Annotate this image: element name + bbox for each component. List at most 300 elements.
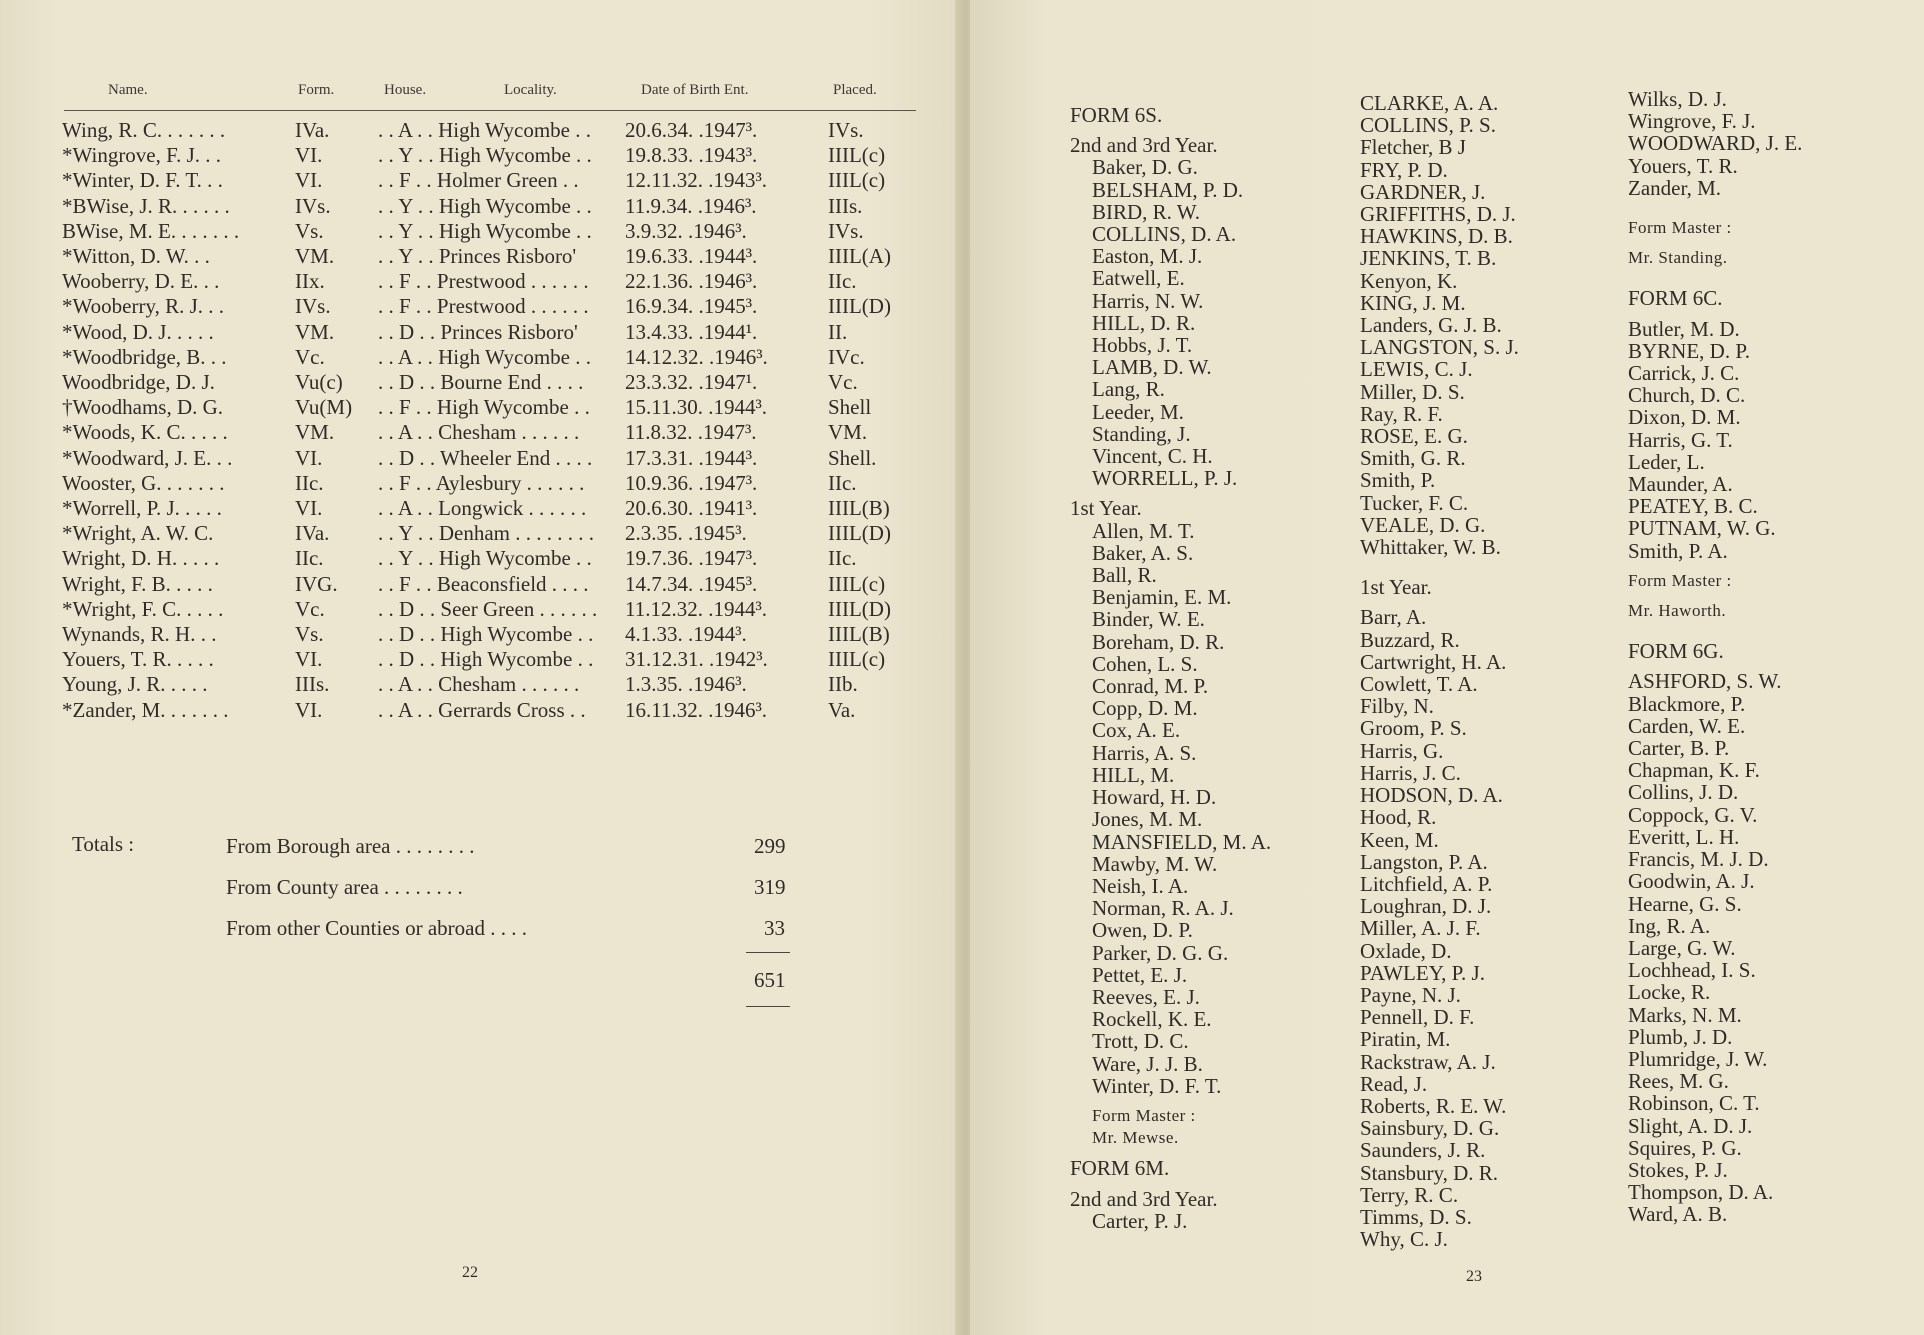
- pupil-dob-entry: 22.1.36. .1946³.: [625, 269, 758, 294]
- totals-county-label: From County area . . . . . . . .: [226, 875, 463, 899]
- pupil-dob-entry: 2.3.35. .1945³.: [625, 521, 747, 546]
- pupil-placed: IIIL(D): [828, 294, 891, 319]
- list-item: Cohen, L. S.: [1092, 651, 1198, 676]
- header-name: Name.: [108, 82, 148, 98]
- pupil-name: BWise, M. E. . . . . . .: [62, 218, 240, 243]
- pupil-dob-entry: 17.3.31. .1944³.: [625, 445, 758, 470]
- pupil-form: VM.: [295, 244, 335, 268]
- table-row: [0, 420, 962, 445]
- pupil-dob-entry: 16.11.32. .1946³.: [625, 697, 768, 722]
- pupil-form: IVG.: [295, 571, 338, 596]
- pupil-name: Woodbridge, D. J.: [62, 370, 215, 394]
- pupil-name: *Wingrove, F. J. . .: [62, 143, 222, 168]
- list-item: Ing, R. A.: [1628, 913, 1711, 938]
- list-item: Lochhead, I. S.: [1628, 958, 1756, 983]
- form-list-column-2: [1360, 92, 1519, 1250]
- totals-other-label: From other Counties or abroad . . . .: [226, 916, 527, 940]
- list-item: Lang, R.: [1092, 377, 1165, 402]
- pupil-placed: IIIL(c): [828, 571, 886, 596]
- list-item: Maunder, A.: [1628, 472, 1733, 497]
- table-row: [0, 269, 962, 294]
- pupil-placed: IIIs.: [828, 193, 863, 218]
- list-item: Hood, R.: [1360, 805, 1437, 830]
- pupil-placed: IIIL(B): [828, 496, 890, 520]
- pupil-name: †Woodhams, D. G.: [62, 395, 224, 420]
- pupil-placed: IIIL(c): [828, 143, 886, 168]
- list-item: Rees, M. G.: [1628, 1069, 1729, 1094]
- pupil-house-locality: . . Y . . High Wycombe . .: [378, 193, 592, 218]
- pupil-form: IIIs.: [295, 672, 330, 697]
- pupil-placed: IIIL(A): [828, 244, 891, 268]
- pupil-name: *Wright, F. C. . . . .: [62, 596, 224, 621]
- list-item: MANSFIELD, M. A.: [1092, 829, 1272, 854]
- list-item: Filby, N.: [1360, 694, 1434, 719]
- list-item: Rockell, K. E.: [1092, 1007, 1212, 1032]
- list-item: PAWLEY, P. J.: [1360, 960, 1485, 985]
- list-item: Cartwright, H. A.: [1360, 649, 1507, 674]
- list-item: Allen, M. T.: [1092, 518, 1195, 543]
- table-row: [0, 395, 962, 420]
- list-item: Leder, L.: [1628, 449, 1705, 474]
- pupil-placed: Shell.: [828, 445, 877, 470]
- pupil-name: *Woodward, J. E. . .: [62, 445, 233, 470]
- pupil-name: Wright, D. H. . . . .: [62, 546, 220, 571]
- list-item: Terry, R. C.: [1360, 1182, 1459, 1207]
- pupil-name: *Witton, D. W. . .: [62, 244, 210, 268]
- list-item: Carter, P. J.: [1092, 1208, 1188, 1233]
- table-row: [0, 496, 962, 521]
- header-rule: [64, 110, 916, 111]
- list-item: Smith, G. R.: [1360, 446, 1466, 471]
- pupil-form: Vs.: [295, 218, 324, 243]
- list-item: Roberts, R. E. W.: [1360, 1093, 1507, 1118]
- section-heading: 2nd and 3rd Year.: [1070, 1186, 1218, 1211]
- pupil-placed: IVs.: [828, 218, 864, 243]
- list-item: LEWIS, C. J.: [1360, 357, 1473, 382]
- list-item: Eatwell, E.: [1092, 266, 1185, 291]
- list-item: Form Master :: [1092, 1105, 1196, 1125]
- pupil-form: IIc.: [295, 546, 324, 571]
- pupil-dob-entry: 10.9.36. .1947³.: [625, 470, 758, 495]
- pupil-name: Wynands, R. H. . .: [62, 622, 217, 646]
- pupil-placed: IIIL(D): [828, 596, 891, 621]
- list-item: Ball, R.: [1092, 563, 1157, 588]
- list-item: WOODWARD, J. E.: [1628, 131, 1803, 156]
- pupil-house-locality: . . F . . Prestwood . . . . . .: [378, 294, 589, 319]
- list-item: Pennell, D. F.: [1360, 1005, 1475, 1030]
- list-item: Howard, H. D.: [1092, 785, 1217, 810]
- pupil-name: *Wooberry, R. J. . .: [62, 294, 225, 319]
- list-item: Conrad, M. P.: [1092, 674, 1209, 699]
- list-item: Cowlett, T. A.: [1360, 672, 1478, 697]
- pupil-form: VI.: [295, 445, 323, 470]
- header-form: Form.: [298, 82, 335, 98]
- list-item: Reeves, E. J.: [1092, 984, 1200, 1009]
- list-item: Read, J.: [1360, 1071, 1428, 1096]
- totals-other-value: 33: [764, 916, 785, 940]
- pupil-placed: IIIL(c): [828, 647, 886, 672]
- table-row: [0, 194, 962, 219]
- list-item: Dixon, D. M.: [1628, 405, 1741, 430]
- table-row: [0, 294, 962, 319]
- list-item: Miller, D. S.: [1360, 379, 1465, 404]
- list-item: Butler, M. D.: [1628, 316, 1740, 341]
- pupil-form: IVa.: [295, 521, 330, 546]
- list-item: Smith, P. A.: [1628, 538, 1728, 563]
- list-item: Plumb, J. D.: [1628, 1024, 1733, 1049]
- pupil-name: *Wright, A. W. C.: [62, 521, 214, 546]
- pupil-dob-entry: 14.12.32. .1946³.: [625, 344, 768, 369]
- list-item: Copp, D. M.: [1092, 696, 1198, 721]
- pupil-placed: Vc.: [828, 370, 858, 394]
- pupil-dob-entry: 11.8.32. .1947³.: [625, 420, 757, 445]
- pupil-placed: IIc.: [828, 546, 857, 571]
- section-heading: FORM 6S.: [1070, 103, 1163, 127]
- pupil-house-locality: . . A . . Chesham . . . . . .: [378, 672, 580, 697]
- list-item: Hobbs, J. T.: [1092, 333, 1193, 358]
- pupil-house-locality: . . Y . . Princes Risboro': [378, 244, 577, 268]
- table-row: [0, 219, 962, 244]
- section-heading: FORM 6M.: [1070, 1156, 1170, 1181]
- list-item: Everitt, L. H.: [1628, 824, 1740, 849]
- pupil-placed: VM.: [828, 420, 868, 445]
- table-row: [0, 572, 962, 597]
- section-heading: 1st Year.: [1360, 575, 1432, 600]
- list-item: COLLINS, P. S.: [1360, 113, 1496, 138]
- list-item: Plumridge, J. W.: [1628, 1046, 1768, 1071]
- pupil-name: Wright, F. B. . . . .: [62, 571, 213, 596]
- pupil-house-locality: . . Y . . Denham . . . . . . . .: [378, 521, 594, 546]
- list-item: Sainsbury, D. G.: [1360, 1116, 1500, 1141]
- list-item: Large, G. W.: [1628, 935, 1736, 960]
- pupil-dob-entry: 4.1.33. .1944³.: [625, 622, 747, 646]
- list-item: Easton, M. J.: [1092, 244, 1203, 269]
- pupil-house-locality: . . F . . Beaconsfield . . . .: [378, 571, 589, 596]
- pupil-form: Vu(M): [295, 395, 353, 420]
- list-item: LAMB, D. W.: [1092, 355, 1212, 380]
- list-item: KING, J. M.: [1360, 290, 1466, 315]
- section-heading: 2nd and 3rd Year.: [1070, 133, 1218, 158]
- list-item: LANGSTON, S. J.: [1360, 335, 1519, 360]
- table-row: [0, 370, 962, 395]
- pupil-name: Wooster, G. . . . . . .: [62, 470, 225, 495]
- pupil-dob-entry: 3.9.32. .1946³.: [625, 218, 747, 243]
- list-item: Vincent, C. H.: [1092, 444, 1213, 469]
- list-item: Baker, A. S.: [1092, 540, 1194, 565]
- section-heading: FORM 6C.: [1628, 286, 1723, 311]
- list-item: Collins, J. D.: [1628, 780, 1739, 805]
- list-item: Loughran, D. J.: [1360, 894, 1492, 919]
- list-item: BYRNE, D. P.: [1628, 338, 1750, 363]
- list-item: WORRELL, P. J.: [1092, 466, 1238, 491]
- list-item: Harris, J. C.: [1360, 760, 1461, 785]
- list-item: Cox, A. E.: [1092, 718, 1181, 743]
- pupil-house-locality: . . Y . . High Wycombe . .: [378, 143, 592, 168]
- pupil-form: VI.: [295, 143, 323, 168]
- list-item: FRY, P. D.: [1360, 157, 1448, 182]
- table-row: [0, 698, 962, 723]
- list-item: Payne, N. J.: [1360, 982, 1461, 1007]
- sum-double-rule: [746, 1006, 790, 1007]
- pupil-dob-entry: 11.9.34. .1946³.: [625, 193, 757, 218]
- list-item: Marks, N. M.: [1628, 1002, 1742, 1027]
- list-item: Smith, P.: [1360, 468, 1436, 493]
- pupil-form: VM.: [295, 420, 335, 445]
- list-item: Baker, D. G.: [1092, 155, 1198, 180]
- list-item: Slight, A. D. J.: [1628, 1113, 1753, 1138]
- table-row: [0, 168, 962, 193]
- list-item: Mawby, M. W.: [1092, 851, 1218, 876]
- list-item: Pettet, E. J.: [1092, 962, 1188, 987]
- pupil-name: Wing, R. C. . . . . . .: [62, 118, 226, 142]
- list-item: Zander, M.: [1628, 175, 1722, 200]
- list-item: Locke, R.: [1628, 980, 1711, 1005]
- totals-county-value: 319: [754, 875, 786, 899]
- list-item: PEATEY, B. C.: [1628, 494, 1758, 519]
- list-item: Groom, P. S.: [1360, 716, 1467, 741]
- pupil-form: IVa.: [295, 118, 330, 142]
- list-item: BELSHAM, P. D.: [1092, 177, 1244, 202]
- pupil-name: *Woodbridge, B. . .: [62, 344, 227, 369]
- list-item: Boreham, D. R.: [1092, 629, 1225, 654]
- list-item: Owen, D. P.: [1092, 918, 1193, 943]
- list-item: Tucker, F. C.: [1360, 490, 1469, 515]
- list-item: ASHFORD, S. W.: [1628, 669, 1782, 694]
- table-row: [0, 143, 962, 168]
- list-item: JENKINS, T. B.: [1360, 246, 1497, 271]
- list-item: Form Master :: [1628, 570, 1732, 590]
- pupil-placed: Va.: [828, 697, 856, 722]
- list-item: Barr, A.: [1360, 605, 1427, 630]
- list-item: HODSON, D. A.: [1360, 783, 1503, 808]
- table-row: [0, 345, 962, 370]
- pupil-house-locality: . . F . . Aylesbury . . . . . .: [378, 470, 585, 495]
- pupil-house-locality: . . D . . Seer Green . . . . . .: [378, 596, 598, 621]
- list-item: Wilks, D. J.: [1628, 87, 1727, 111]
- pupil-dob-entry: 23.3.32. .1947¹.: [625, 370, 758, 394]
- list-item: Parker, D. G. G.: [1092, 940, 1229, 965]
- pupil-placed: IVc.: [828, 344, 865, 369]
- pupil-house-locality: . . F . . Holmer Green . .: [378, 168, 579, 193]
- list-item: Ray, R. F.: [1360, 401, 1443, 426]
- pupil-form: IVs.: [295, 294, 331, 319]
- pupil-house-locality: . . F . . High Wycombe . .: [378, 395, 590, 420]
- list-item: Hearne, G. S.: [1628, 891, 1742, 916]
- pupil-form: Vs.: [295, 622, 324, 646]
- pupil-house-locality: . . D . . High Wycombe . .: [378, 647, 594, 672]
- pupil-placed: II.: [828, 319, 848, 344]
- pupil-house-locality: . . A . . High Wycombe . .: [378, 344, 592, 369]
- pupil-dob-entry: 31.12.31. .1942³.: [625, 647, 768, 672]
- pupil-name: *Wood, D. J. . . . .: [62, 319, 214, 344]
- totals-borough-value: 299: [754, 834, 786, 858]
- list-item: Thompson, D. A.: [1628, 1180, 1774, 1205]
- section-heading: FORM 6G.: [1628, 639, 1724, 664]
- list-item: CLARKE, A. A.: [1360, 91, 1499, 115]
- pupil-placed: IIIL(D): [828, 521, 891, 546]
- list-item: Mr. Standing.: [1628, 248, 1728, 268]
- list-item: Langston, P. A.: [1360, 849, 1488, 874]
- list-item: HILL, D. R.: [1092, 310, 1196, 335]
- table-row: [0, 244, 962, 269]
- list-item: Benjamin, E. M.: [1092, 585, 1232, 610]
- header-placed: Placed.: [833, 82, 877, 98]
- pupil-house-locality: . . A . . Chesham . . . . . .: [378, 420, 580, 445]
- pupil-form: IVs.: [295, 193, 331, 218]
- table-row: [0, 672, 962, 697]
- pupil-dob-entry: 1.3.35. .1946³.: [625, 672, 747, 697]
- pupil-form: VI.: [295, 168, 323, 193]
- list-item: Goodwin, A. J.: [1628, 869, 1755, 894]
- pupil-name: Young, J. R. . . . .: [62, 672, 208, 697]
- list-item: Winter, D. F. T.: [1092, 1073, 1222, 1098]
- totals-label: Totals :: [72, 832, 135, 856]
- list-item: Harris, G.: [1360, 738, 1444, 763]
- totals-borough-label: From Borough area . . . . . . . .: [226, 834, 475, 858]
- list-item: ROSE, E. G.: [1360, 424, 1468, 449]
- pupil-name: *Winter, D. F. T. . .: [62, 168, 223, 193]
- table-row: [0, 647, 962, 672]
- pupil-house-locality: . . A . . Longwick . . . . . .: [378, 496, 587, 520]
- pupil-dob-entry: 19.7.36. .1947³.: [625, 546, 758, 571]
- list-item: Robinson, C. T.: [1628, 1091, 1760, 1116]
- list-item: HILL, M.: [1092, 762, 1175, 787]
- pupil-house-locality: . . D . . Wheeler End . . . .: [378, 445, 593, 470]
- list-item: Stansbury, D. R.: [1360, 1160, 1499, 1185]
- list-item: Miller, A. J. F.: [1360, 916, 1481, 941]
- list-item: GRIFFITHS, D. J.: [1360, 202, 1516, 227]
- list-item: Binder, W. E.: [1092, 607, 1205, 632]
- list-item: Fletcher, B J: [1360, 135, 1466, 160]
- pupil-name: Youers, T. R. . . . .: [62, 647, 214, 672]
- list-item: VEALE, D. G.: [1360, 512, 1486, 537]
- pupil-form: IIc.: [295, 470, 324, 495]
- list-item: Norman, R. A. J.: [1092, 896, 1234, 921]
- pupil-dob-entry: 20.6.34. .1947³.: [625, 118, 758, 142]
- list-item: Carrick, J. C.: [1628, 361, 1740, 386]
- header-dob-ent: Date of Birth Ent.: [641, 82, 749, 98]
- list-item: Landers, G. J. B.: [1360, 313, 1502, 338]
- table-row: [0, 320, 962, 345]
- pupil-dob-entry: 19.6.33. .1944³.: [625, 244, 758, 268]
- sum-rule: [746, 952, 790, 953]
- right-page: [970, 0, 1924, 1335]
- list-item: GARDNER, J.: [1360, 179, 1486, 204]
- pupil-dob-entry: 15.11.30. .1944³.: [625, 395, 768, 420]
- list-item: Keen, M.: [1360, 827, 1439, 852]
- section-heading: 1st Year.: [1070, 496, 1142, 521]
- pupil-form: IIx.: [295, 269, 325, 294]
- list-item: Harris, G. T.: [1628, 427, 1733, 452]
- pupil-form: Vu(c): [295, 370, 343, 394]
- pupil-name: *BWise, J. R. . . . . .: [62, 193, 230, 218]
- list-item: Chapman, K. F.: [1628, 758, 1760, 783]
- pupil-dob-entry: 13.4.33. .1944¹.: [625, 319, 758, 344]
- form-list-column-1: [1070, 96, 1271, 1232]
- pupil-house-locality: . . D . . Bourne End . . . .: [378, 370, 584, 394]
- list-item: Carden, W. E.: [1628, 713, 1746, 738]
- table-row: [0, 546, 962, 571]
- pupil-house-locality: . . Y . . High Wycombe . .: [378, 546, 592, 571]
- list-item: Harris, N. W.: [1092, 288, 1204, 313]
- pupil-placed: IIc.: [828, 470, 857, 495]
- pupil-form: VM.: [295, 319, 335, 344]
- pupil-placed: IVs.: [828, 118, 864, 142]
- pupil-name: *Worrell, P. J. . . . .: [62, 496, 222, 520]
- pupil-name: Wooberry, D. E. . .: [62, 269, 220, 294]
- list-item: PUTNAM, W. G.: [1628, 516, 1776, 541]
- pupil-house-locality: . . A . . High Wycombe . .: [378, 118, 592, 142]
- list-item: Stokes, P. J.: [1628, 1157, 1728, 1182]
- table-row: [0, 597, 962, 622]
- list-item: Trott, D. C.: [1092, 1029, 1189, 1054]
- list-item: Blackmore, P.: [1628, 691, 1746, 716]
- list-item: Standing, J.: [1092, 421, 1191, 446]
- pupil-dob-entry: 19.8.33. .1943³.: [625, 143, 758, 168]
- list-item: Buzzard, R.: [1360, 627, 1460, 652]
- list-item: Rackstraw, A. J.: [1360, 1049, 1496, 1074]
- table-row: [0, 471, 962, 496]
- list-item: Saunders, J. R.: [1360, 1138, 1486, 1163]
- pupil-placed: IIb.: [828, 672, 858, 697]
- pupil-form: Vc.: [295, 596, 325, 621]
- list-item: Oxlade, D.: [1360, 938, 1452, 963]
- list-item: COLLINS, D. A.: [1092, 222, 1237, 247]
- pupil-dob-entry: 11.12.32. .1944³.: [625, 596, 768, 621]
- pupil-form: VI.: [295, 697, 323, 722]
- totals-grand-value: 651: [754, 968, 786, 992]
- list-item: Jones, M. M.: [1092, 807, 1203, 832]
- list-item: Church, D. C.: [1628, 383, 1746, 408]
- pupil-name: *Woods, K. C. . . . .: [62, 420, 228, 445]
- list-item: Wingrove, F. J.: [1628, 109, 1756, 134]
- list-item: Mr. Mewse.: [1092, 1128, 1179, 1148]
- list-item: Form Master :: [1628, 218, 1732, 238]
- pupil-placed: IIIL(c): [828, 168, 886, 193]
- list-item: Kenyon, K.: [1360, 268, 1458, 293]
- pupil-form: VI.: [295, 647, 323, 672]
- pupil-placed: IIc.: [828, 269, 857, 294]
- list-item: Leeder, M.: [1092, 399, 1184, 424]
- pupil-dob-entry: 12.11.32. .1943³.: [625, 168, 768, 193]
- pupil-dob-entry: 20.6.30. .1941³.: [625, 496, 758, 520]
- list-item: Squires, P. G.: [1628, 1135, 1742, 1160]
- list-item: Piratin, M.: [1360, 1027, 1451, 1052]
- list-item: Youers, T. R.: [1628, 153, 1738, 178]
- form-list-column-3: [1628, 88, 1802, 1226]
- header-locality: Locality.: [504, 82, 557, 98]
- list-item: HAWKINS, D. B.: [1360, 224, 1513, 249]
- table-row: [0, 446, 962, 471]
- table-row: [0, 118, 962, 143]
- pupil-form: VI.: [295, 496, 323, 520]
- list-item: Neish, I. A.: [1092, 873, 1189, 898]
- pupil-form: Vc.: [295, 344, 325, 369]
- page-number-left: 22: [462, 1264, 478, 1281]
- table-row: [0, 521, 962, 546]
- list-item: Carter, B. P.: [1628, 736, 1730, 761]
- pupil-dob-entry: 16.9.34. .1945³.: [625, 294, 758, 319]
- pupil-house-locality: . . D . . High Wycombe . .: [378, 622, 594, 646]
- list-item: Harris, A. S.: [1092, 740, 1197, 765]
- list-item: BIRD, R. W.: [1092, 199, 1200, 224]
- header-house: House.: [384, 82, 427, 98]
- list-item: Ward, A. B.: [1628, 1202, 1728, 1227]
- pupil-house-locality: . . A . . Gerrards Cross . .: [378, 697, 586, 722]
- list-item: Mr. Haworth.: [1628, 601, 1727, 621]
- pupil-placed: Shell: [828, 395, 872, 420]
- page-number-right: 23: [1466, 1268, 1482, 1285]
